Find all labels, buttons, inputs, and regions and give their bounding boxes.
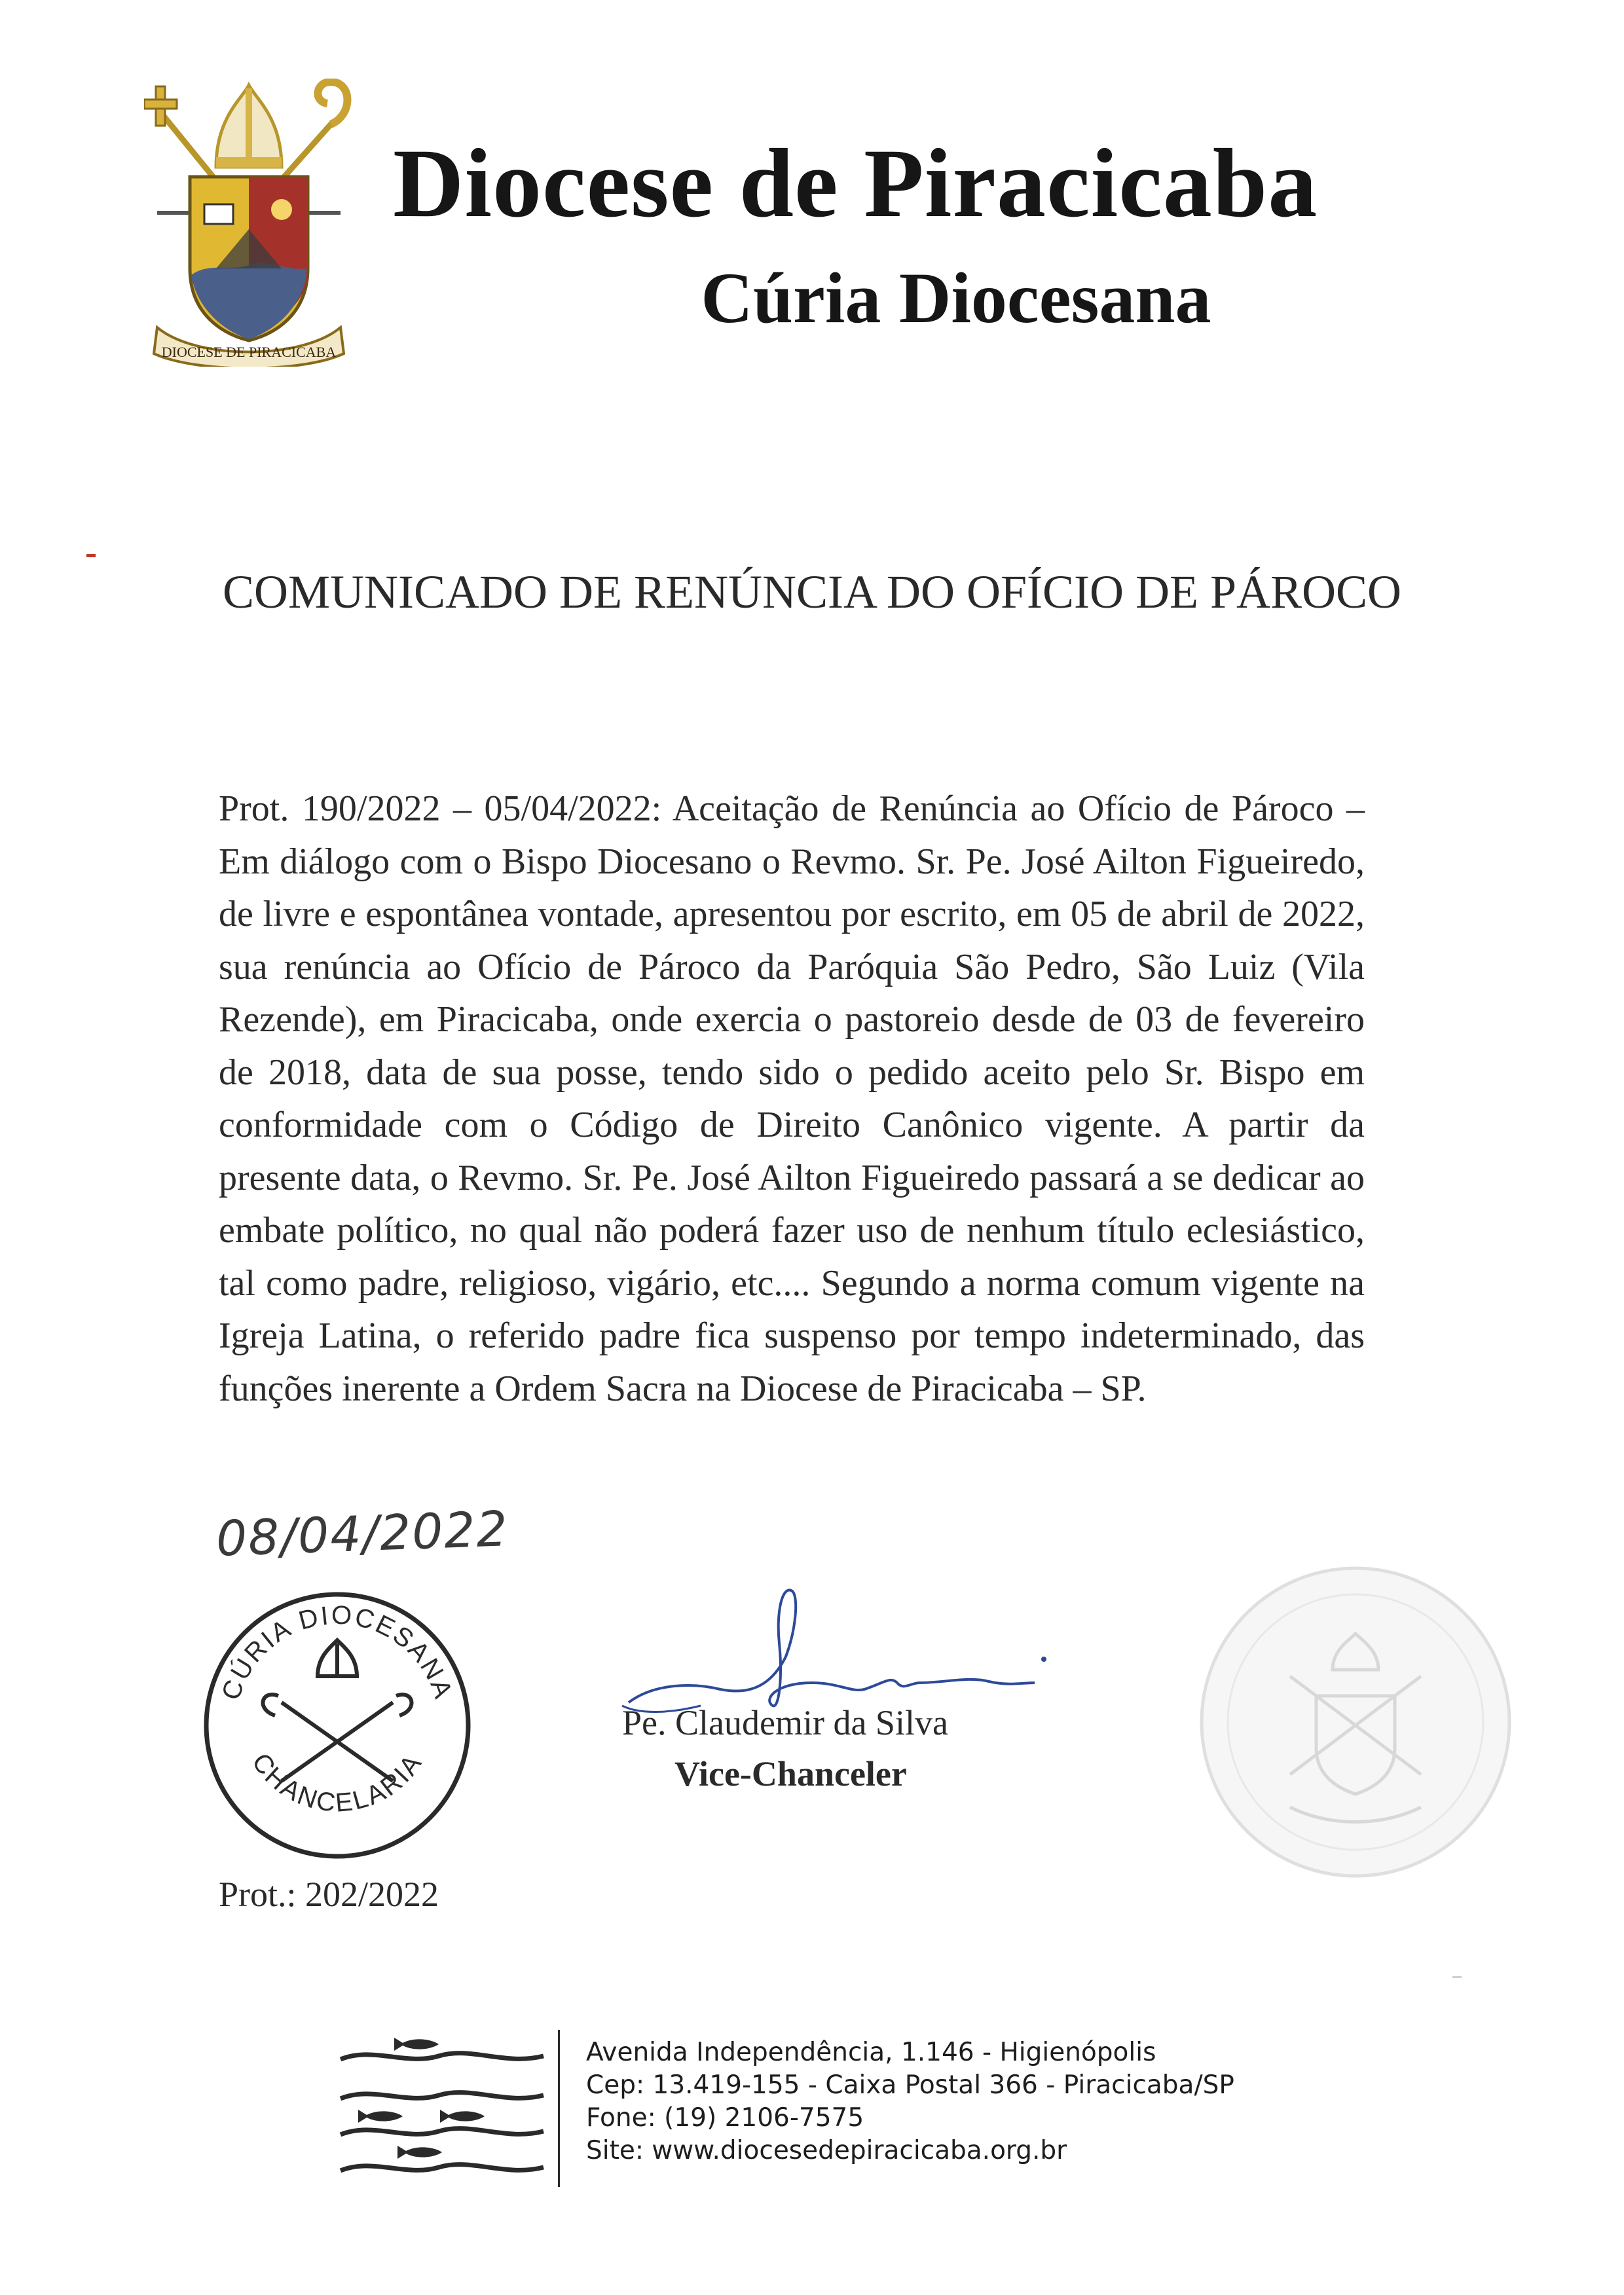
embossed-seal xyxy=(1192,1558,1519,1886)
footer-contact xyxy=(586,2036,1234,2167)
footer-divider xyxy=(558,2030,560,2187)
footer-address: Avenida Independência, 1.146 - Higienópolis xyxy=(586,2038,1156,2067)
stamp-top-text: CÚRIA DIOCESANA xyxy=(216,1600,458,1704)
footer-cep: Cep: 13.419-155 - Caixa Postal 366 - Piracicaba/SP xyxy=(586,2070,1234,2100)
page-title: Diocese de Piracicaba xyxy=(393,129,1318,238)
svg-text:CHANCELARIA xyxy=(246,1748,428,1818)
stamp-bottom-text: CHANCELARIA xyxy=(246,1748,428,1818)
document-title: COMUNICADO DE RENÚNCIA DO OFÍCIO DE PÁROCO xyxy=(222,566,1402,618)
chancelaria-stamp xyxy=(196,1585,478,1866)
footer-phone: Fone: (19) 2106-7575 xyxy=(586,2103,864,2133)
edge-mark xyxy=(1452,1976,1462,1978)
footer-site: Site: www.diocesedepiracicaba.org.br xyxy=(586,2136,1067,2165)
margin-mark xyxy=(86,554,96,557)
fish-logo xyxy=(334,2036,550,2187)
handwritten-date: 08/04/2022 xyxy=(215,1501,509,1568)
protocol-number: Prot.: 202/2022 xyxy=(219,1875,439,1914)
page-subtitle: Cúria Diocesana xyxy=(701,258,1211,338)
ink-dot xyxy=(1041,1657,1046,1662)
coat-ribbon-text: DIOCESE DE PIRACICABA xyxy=(161,344,337,360)
coat-of-arms-logo xyxy=(144,79,354,367)
signer-name: Pe. Claudemir da Silva xyxy=(622,1703,948,1742)
document-body: Prot. 190/2022 – 05/04/2022: Aceitação de Renúncia ao Ofício de Pároco – Em diálogo com o Bispo Diocesano o Revmo. Sr. Pe. José Ailton Figueiredo, de livre e espontânea vontade, apresentou por escrito, em 05 de abril de 2022, sua renúncia ao Ofício de Pároco da Paróquia São Pedro, São Luiz (Vila Rezende), em Piracicaba, onde exercia o pastoreio desde de 03 de fevereiro de 2018, data de sua posse, tendo sido o pedido aceito pelo Sr. Bispo em conformidade com o Código de Direito Canônico vigente. A partir da presente data, o Revmo. Sr. Pe. José Ailton Figueiredo passará a se dedicar ao embate político, no qual não poderá fazer uso de nenhum título eclesiástico, tal como padre, religioso, vigário, etc.... Segundo a norma comum vigente na Igreja Latina, o referido padre fica suspenso por tempo indeterminado, das funções inerente a Ordem Sacra na Diocese de Piracicaba – SP. xyxy=(219,788,1365,1409)
signer-role: Vice-Chanceler xyxy=(674,1754,907,1793)
